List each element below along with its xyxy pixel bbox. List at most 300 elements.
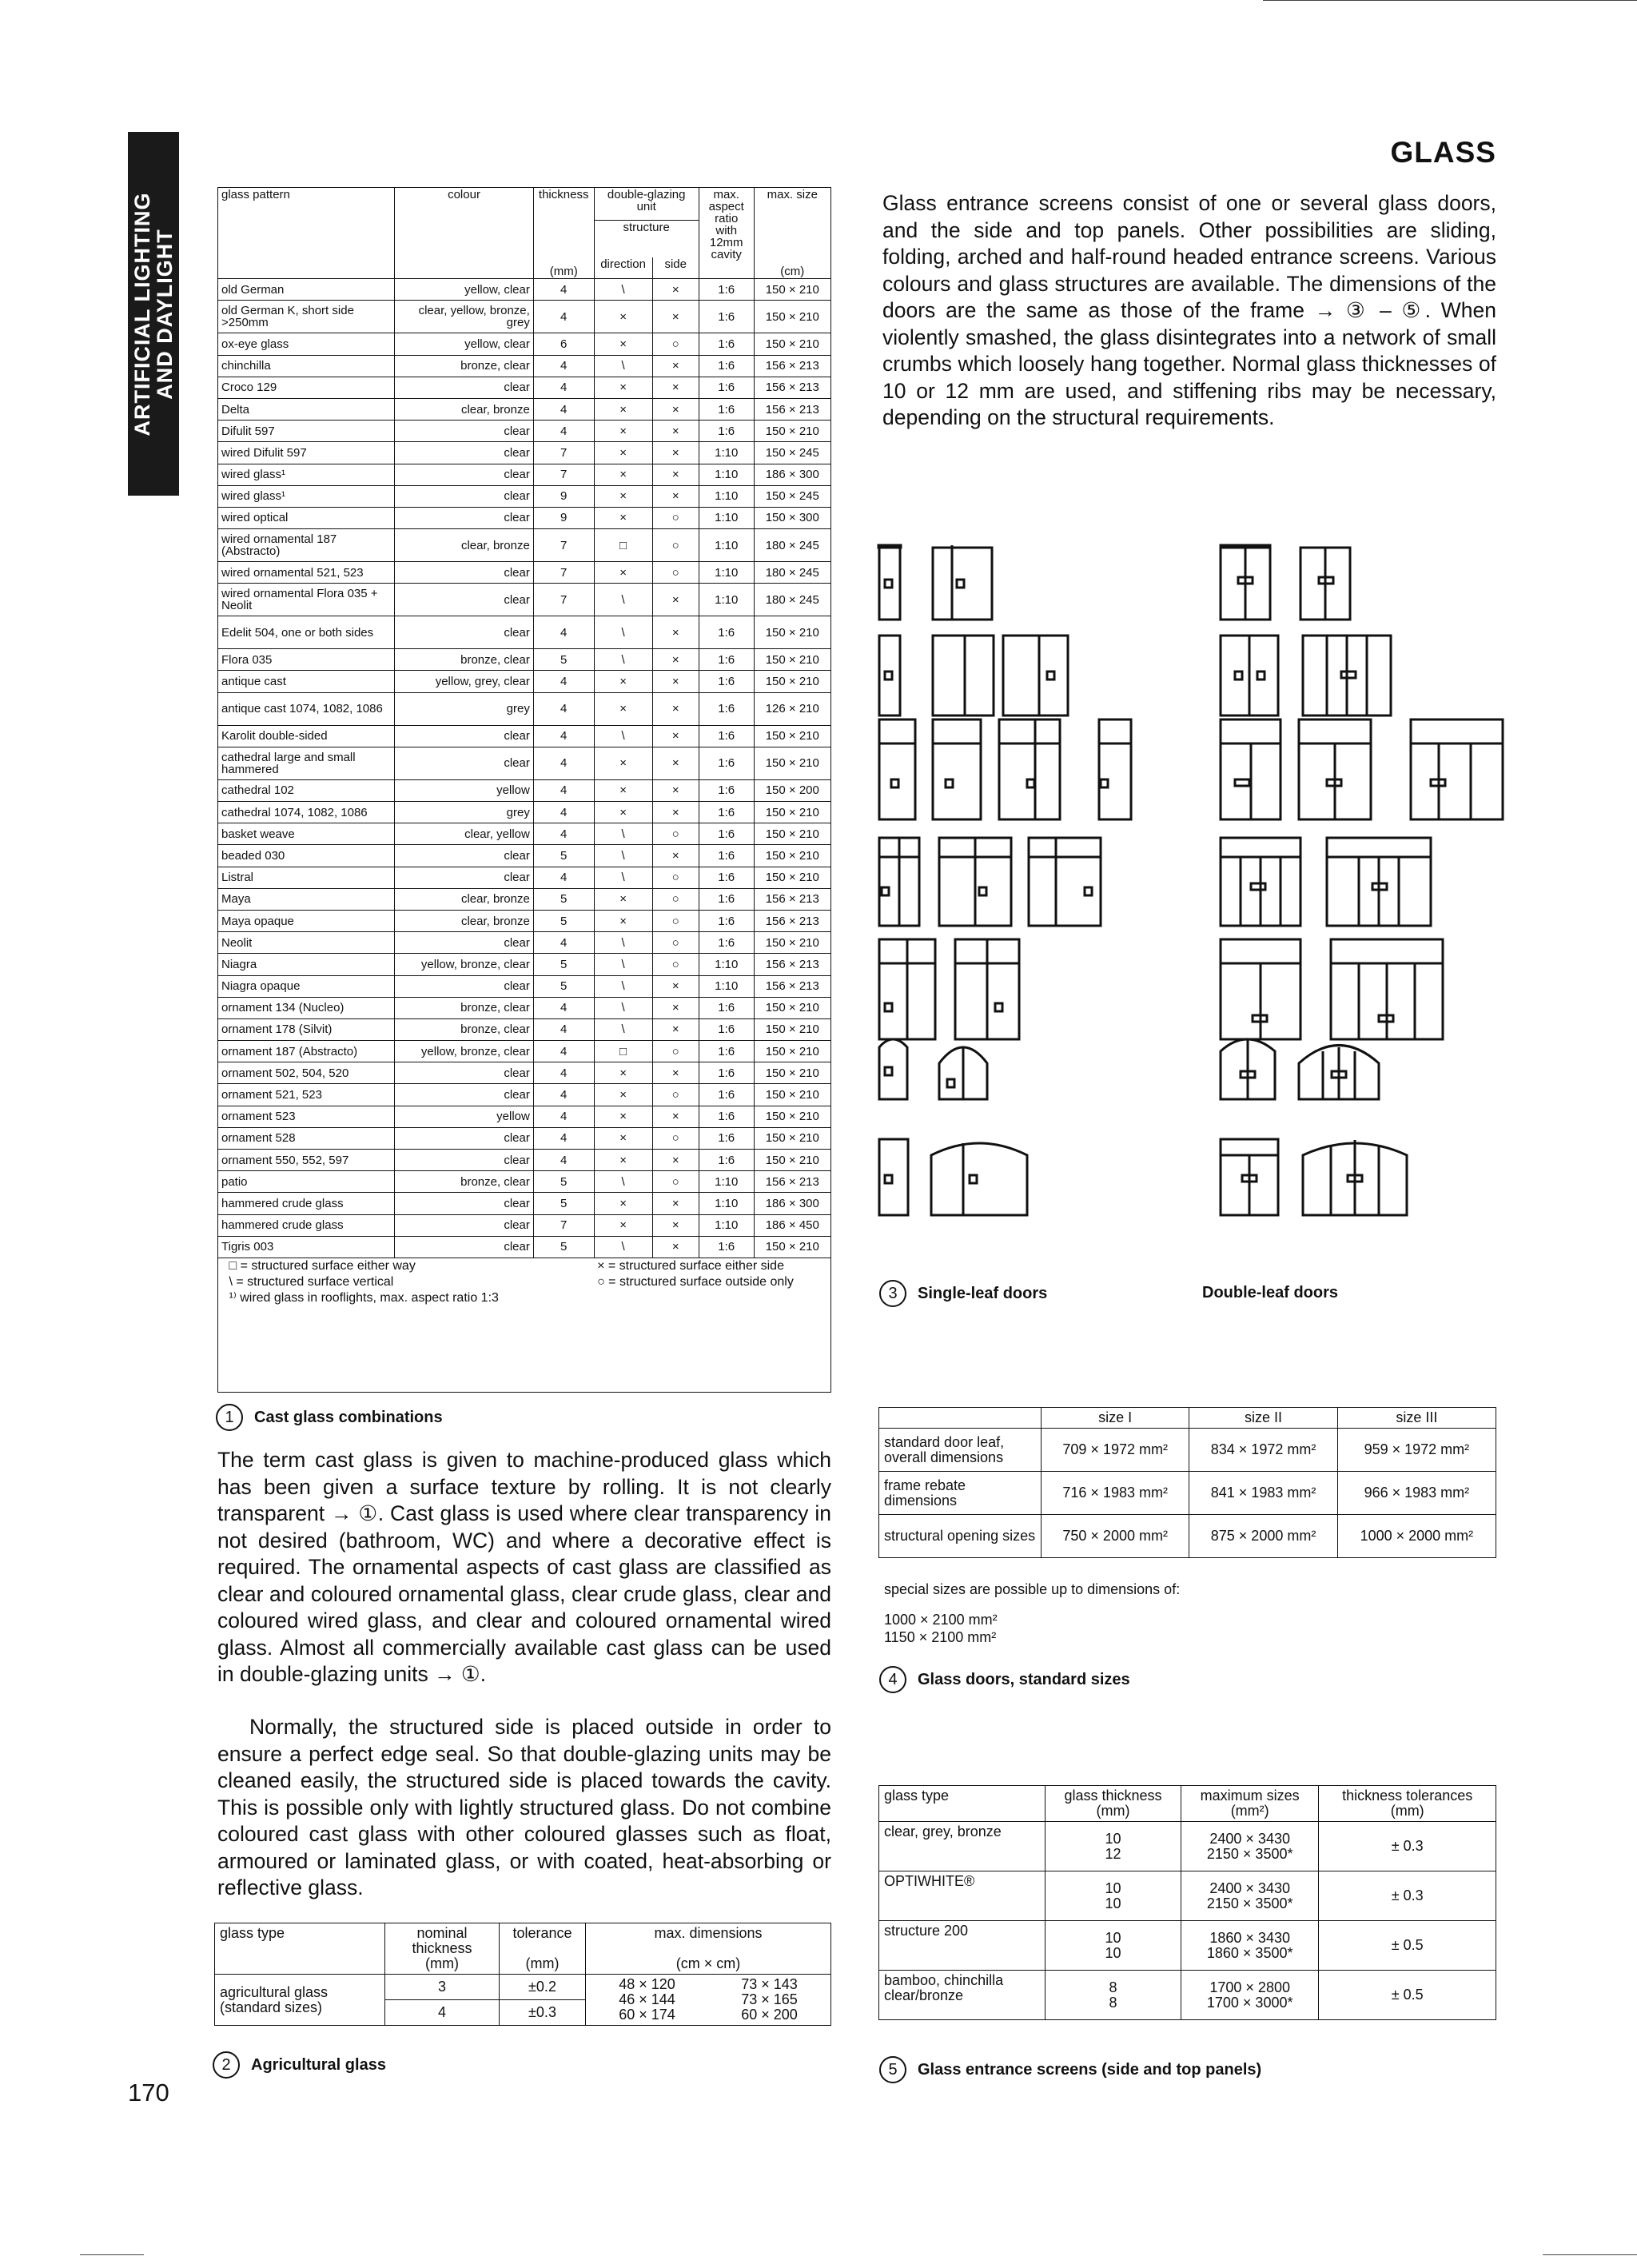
col-thickness-unit: (mm) bbox=[533, 257, 594, 279]
t4-col-size2: size II bbox=[1189, 1408, 1337, 1429]
t2-col-tolerance: tolerance (mm) bbox=[500, 1923, 586, 1975]
caption-2 bbox=[213, 2051, 386, 2079]
t5-col-thick: glass thickness (mm) bbox=[1046, 1786, 1181, 1822]
cell-direction: × bbox=[594, 1127, 652, 1149]
cell-size: 180 × 245 bbox=[754, 529, 830, 562]
cell-thickness: 5 bbox=[533, 954, 594, 975]
cell-colour: clear bbox=[395, 507, 534, 528]
cell-sizes: 2400 × 3430 2150 × 3500* bbox=[1181, 1822, 1318, 1871]
caption-5-text: Glass entrance screens (side and top panels) bbox=[918, 2060, 1262, 2079]
cell-thickness: 5 bbox=[533, 1193, 594, 1214]
cell-direction: × bbox=[594, 1150, 652, 1171]
cell-pattern: cathedral 102 bbox=[218, 779, 395, 801]
cell-colour: grey bbox=[395, 802, 534, 823]
cell-side: ○ bbox=[652, 562, 699, 584]
cell-thickness: 4 bbox=[533, 279, 594, 301]
cell-direction: \ bbox=[594, 823, 652, 845]
cell-side: × bbox=[652, 616, 699, 649]
t4-row1-c2: 841 × 1983 mm² bbox=[1189, 1472, 1337, 1515]
cell-side: × bbox=[652, 398, 699, 420]
table-row bbox=[218, 910, 831, 931]
cell-thickness: 5 bbox=[533, 845, 594, 867]
cell-size: 150 × 210 bbox=[754, 671, 830, 692]
legend-1a: □ = structured surface either way bbox=[229, 1259, 416, 1274]
t4-note: special sizes are possible up to dimensions of: bbox=[884, 1581, 1181, 1597]
cell-colour: clear bbox=[395, 1127, 534, 1149]
t2-dims-b: 73 × 143 73 × 165 60 × 200 bbox=[708, 1975, 831, 2026]
body-paragraph-1: The term cast glass is given to machine-produced glass which has been given a surface texture by rolling. It is not clearly transparent → ①. Cast glass is used where clear transparency in not desired (bathroom, WC) and where a decorative effect is required. The ornamental aspects of cast glass are classified as clear and coloured ornamental glass, clear crude glass, clear and coloured wired glass, and clear and coloured ornamental wired glass. Almost all commercially available cast glass can be used in double-glazing units → ①. bbox=[217, 1448, 831, 1686]
cell-thickness: 4 bbox=[533, 1150, 594, 1171]
cell-colour: grey bbox=[395, 692, 534, 725]
legend-1b: × = structured surface either side bbox=[597, 1259, 784, 1274]
top-edge-line bbox=[1263, 0, 1637, 1]
t4-row2-c2: 875 × 2000 mm² bbox=[1189, 1515, 1337, 1558]
cell-side: × bbox=[652, 485, 699, 507]
cell-side: × bbox=[652, 421, 699, 442]
cell-size: 156 × 213 bbox=[754, 888, 830, 910]
cell-aspect: 1:6 bbox=[699, 398, 754, 420]
table-row bbox=[218, 867, 831, 888]
cell-side: × bbox=[652, 377, 699, 398]
t5-col-type: glass type bbox=[879, 1786, 1046, 1822]
table-row bbox=[218, 888, 831, 910]
cell-side: ○ bbox=[652, 910, 699, 931]
t4-row2-c1: 750 × 2000 mm² bbox=[1042, 1515, 1189, 1558]
table-row bbox=[218, 1171, 831, 1193]
cell-aspect: 1:6 bbox=[699, 747, 754, 779]
cell-side: × bbox=[652, 1150, 699, 1171]
cell-direction: \ bbox=[594, 279, 652, 301]
cell-pattern: wired ornamental 187 (Abstracto) bbox=[218, 529, 395, 562]
cell-colour: clear, bronze bbox=[395, 888, 534, 910]
cell-size: 150 × 210 bbox=[754, 1150, 830, 1171]
cell-direction: \ bbox=[594, 1018, 652, 1040]
cell-colour: yellow bbox=[395, 1106, 534, 1127]
cell-pattern: wired ornamental 521, 523 bbox=[218, 562, 395, 584]
cell-aspect: 1:10 bbox=[699, 1214, 754, 1236]
cell-aspect: 1:6 bbox=[699, 616, 754, 649]
table-row bbox=[218, 1127, 831, 1149]
legend-2a: \ = structured surface vertical bbox=[229, 1275, 394, 1289]
cell-pattern: hammered crude glass bbox=[218, 1214, 395, 1236]
caption-2-text: Agricultural glass bbox=[251, 2055, 386, 2074]
cell-thickness: 9 bbox=[533, 507, 594, 528]
t4-col-blank bbox=[879, 1408, 1042, 1429]
cell-colour: bronze, clear bbox=[395, 355, 534, 377]
cell-aspect: 1:6 bbox=[699, 377, 754, 398]
table-row bbox=[879, 1871, 1496, 1921]
cell-colour: clear bbox=[395, 867, 534, 888]
cell-size: 180 × 245 bbox=[754, 584, 830, 616]
table-row bbox=[218, 932, 831, 954]
table-row bbox=[218, 1084, 831, 1106]
cell-side: × bbox=[652, 1106, 699, 1127]
t5-col-sizes: maximum sizes (mm²) bbox=[1181, 1786, 1318, 1822]
cell-aspect: 1:6 bbox=[699, 301, 754, 333]
t4-col-size1: size I bbox=[1042, 1408, 1189, 1429]
cell-direction: \ bbox=[594, 932, 652, 954]
cell-side: × bbox=[652, 464, 699, 485]
cell-side: × bbox=[652, 442, 699, 464]
cell-thickness: 7 bbox=[533, 562, 594, 584]
cell-aspect: 1:6 bbox=[699, 910, 754, 931]
cell-pattern: Maya bbox=[218, 888, 395, 910]
cell-direction: × bbox=[594, 1084, 652, 1106]
cell-side: × bbox=[652, 279, 699, 301]
cell-pattern: chinchilla bbox=[218, 355, 395, 377]
cell-direction: × bbox=[594, 333, 652, 355]
cell-aspect: 1:6 bbox=[699, 888, 754, 910]
cell-direction: \ bbox=[594, 845, 652, 867]
cell-colour: clear bbox=[395, 464, 534, 485]
table-row bbox=[218, 279, 831, 301]
table-row bbox=[218, 1193, 831, 1214]
cell-colour: clear bbox=[395, 377, 534, 398]
cell-aspect: 1:6 bbox=[699, 355, 754, 377]
cell-colour: bronze, clear bbox=[395, 997, 534, 1018]
cell-direction: × bbox=[594, 888, 652, 910]
cell-size: 186 × 450 bbox=[754, 1214, 830, 1236]
cell-direction: \ bbox=[594, 616, 652, 649]
cell-size: 156 × 213 bbox=[754, 398, 830, 420]
glass-entrance-screens-table bbox=[878, 1785, 1496, 2020]
cell-size: 150 × 300 bbox=[754, 507, 830, 528]
cell-aspect: 1:6 bbox=[699, 845, 754, 867]
cell-thickness: 4 bbox=[533, 1084, 594, 1106]
table-row bbox=[218, 1214, 831, 1236]
cell-side: × bbox=[652, 725, 699, 747]
sidebar-label: ARTIFICIAL LIGHTING AND DAYLIGHT bbox=[130, 192, 177, 436]
table-row bbox=[218, 616, 831, 649]
col-thickness: thickness bbox=[533, 188, 594, 258]
cell-thickness: 4 bbox=[533, 1127, 594, 1149]
cell-direction: × bbox=[594, 1062, 652, 1084]
table-row bbox=[218, 692, 831, 725]
cell-size: 150 × 200 bbox=[754, 779, 830, 801]
col-size-unit: (cm) bbox=[754, 257, 830, 279]
cell-side: × bbox=[652, 1236, 699, 1258]
cell-pattern: Niagra opaque bbox=[218, 975, 395, 997]
cell-pattern: antique cast bbox=[218, 671, 395, 692]
cell-colour: bronze, clear bbox=[395, 1018, 534, 1040]
cell-aspect: 1:10 bbox=[699, 529, 754, 562]
col-structure: structure bbox=[594, 221, 699, 258]
cell-thickness: 4 bbox=[533, 692, 594, 725]
cell-size: 180 × 245 bbox=[754, 562, 830, 584]
cell-size: 150 × 210 bbox=[754, 823, 830, 845]
cell-side: × bbox=[652, 692, 699, 725]
cell-glass-type: structure 200 bbox=[879, 1921, 1046, 1971]
cell-pattern: cathedral large and small hammered bbox=[218, 747, 395, 779]
cell-pattern: ornament 178 (Silvit) bbox=[218, 1018, 395, 1040]
table-row bbox=[218, 1041, 831, 1062]
cell-size: 150 × 210 bbox=[754, 333, 830, 355]
cell-tolerance: ± 0.5 bbox=[1319, 1971, 1496, 2020]
cell-thickness: 5 bbox=[533, 1171, 594, 1193]
cell-colour: clear bbox=[395, 845, 534, 867]
cell-thickness: 4 bbox=[533, 779, 594, 801]
cell-thickness: 7 bbox=[533, 584, 594, 616]
cell-direction: × bbox=[594, 779, 652, 801]
cell-colour: clear, yellow, bronze, grey bbox=[395, 301, 534, 333]
cell-direction: \ bbox=[594, 1171, 652, 1193]
cell-colour: yellow, clear bbox=[395, 333, 534, 355]
caption-5-number: 5 bbox=[879, 2056, 906, 2083]
caption-3-number: 3 bbox=[879, 1280, 906, 1307]
cell-thickness: 4 bbox=[533, 301, 594, 333]
cell-direction: \ bbox=[594, 867, 652, 888]
cell-side: × bbox=[652, 1018, 699, 1040]
t2-dims-a: 48 × 120 46 × 144 60 × 174 bbox=[586, 1975, 709, 2026]
cell-pattern: Listral bbox=[218, 867, 395, 888]
cell-thickness: 7 bbox=[533, 1214, 594, 1236]
t4-row1-c1: 716 × 1983 mm² bbox=[1042, 1472, 1189, 1515]
cell-glass-type: bamboo, chinchilla clear/bronze bbox=[879, 1971, 1046, 2020]
cell-colour: clear bbox=[395, 747, 534, 779]
cell-colour: yellow bbox=[395, 779, 534, 801]
cell-thickness: 4 bbox=[533, 823, 594, 845]
cell-thickness: 4 bbox=[533, 616, 594, 649]
cell-colour: clear bbox=[395, 1150, 534, 1171]
cell-thickness: 4 bbox=[533, 1041, 594, 1062]
cell-size: 150 × 210 bbox=[754, 747, 830, 779]
cell-side: ○ bbox=[652, 333, 699, 355]
cell-colour: clear bbox=[395, 1193, 534, 1214]
t4-row1-c3: 966 × 1983 mm² bbox=[1337, 1472, 1496, 1515]
t4-row0-c1: 709 × 1972 mm² bbox=[1042, 1429, 1189, 1472]
cell-pattern: ornament 134 (Nucleo) bbox=[218, 997, 395, 1018]
cell-pattern: wired optical bbox=[218, 507, 395, 528]
table-row bbox=[879, 1822, 1496, 1871]
cell-aspect: 1:6 bbox=[699, 725, 754, 747]
table-row bbox=[218, 464, 831, 485]
body-paragraph-2: Normally, the structured side is placed outside in order to ensure a perfect edge seal. So that double-glazing units may be cleaned easily, the structured side is placed towards the cavity. This is possible only with lightly structured glass. Do not combine coloured cast glass with other coloured glasses such as float, armoured or laminated glass, or with coated, heat-absorbing or reflective glass. bbox=[217, 1715, 831, 1899]
cell-side: ○ bbox=[652, 954, 699, 975]
cell-aspect: 1:10 bbox=[699, 442, 754, 464]
table-row bbox=[218, 649, 831, 671]
cell-direction: × bbox=[594, 485, 652, 507]
table-row bbox=[218, 802, 831, 823]
cell-colour: yellow, clear bbox=[395, 279, 534, 301]
table-row bbox=[879, 1971, 1496, 2020]
cell-aspect: 1:6 bbox=[699, 867, 754, 888]
caption-4-text: Glass doors, standard sizes bbox=[918, 1670, 1130, 1688]
t2-col-nominal: nominal thickness (mm) bbox=[385, 1923, 500, 1975]
cell-direction: \ bbox=[594, 954, 652, 975]
col-colour: colour bbox=[395, 188, 534, 279]
table-row bbox=[218, 301, 831, 333]
cell-side: ○ bbox=[652, 1127, 699, 1149]
cell-size: 156 × 213 bbox=[754, 975, 830, 997]
cell-side: × bbox=[652, 301, 699, 333]
cell-size: 150 × 210 bbox=[754, 802, 830, 823]
cell-thickness: 4 bbox=[533, 997, 594, 1018]
cell-side: ○ bbox=[652, 932, 699, 954]
table-row bbox=[218, 562, 831, 584]
cell-size: 150 × 210 bbox=[754, 997, 830, 1018]
cell-aspect: 1:6 bbox=[699, 1127, 754, 1149]
cell-aspect: 1:10 bbox=[699, 584, 754, 616]
caption-1 bbox=[216, 1404, 443, 1431]
cell-glass-type: clear, grey, bronze bbox=[879, 1822, 1046, 1871]
cell-tolerance: ± 0.3 bbox=[1319, 1822, 1496, 1871]
cast-glass-table bbox=[217, 187, 831, 1310]
cell-colour: yellow, bronze, clear bbox=[395, 1041, 534, 1062]
cell-aspect: 1:6 bbox=[699, 1062, 754, 1084]
cell-thickness: 7 bbox=[533, 529, 594, 562]
cell-direction: □ bbox=[594, 529, 652, 562]
t4-row0-c3: 959 × 1972 mm² bbox=[1337, 1429, 1496, 1472]
cell-colour: clear bbox=[395, 975, 534, 997]
cell-side: × bbox=[652, 747, 699, 779]
cell-size: 150 × 210 bbox=[754, 1106, 830, 1127]
cell-size: 150 × 210 bbox=[754, 932, 830, 954]
cell-side: × bbox=[652, 355, 699, 377]
cell-aspect: 1:10 bbox=[699, 954, 754, 975]
cell-side: ○ bbox=[652, 1171, 699, 1193]
cell-colour: clear bbox=[395, 1084, 534, 1106]
t2-type: agricultural glass (standard sizes) bbox=[215, 1975, 385, 2026]
table-row bbox=[218, 333, 831, 355]
cell-side: × bbox=[652, 584, 699, 616]
table-row bbox=[218, 823, 831, 845]
cell-direction: × bbox=[594, 692, 652, 725]
cell-side: × bbox=[652, 802, 699, 823]
table-row bbox=[218, 355, 831, 377]
cell-direction: □ bbox=[594, 1041, 652, 1062]
legend-3: ¹⁾ wired glass in rooflights, max. aspect ratio 1:3 bbox=[229, 1291, 499, 1305]
cell-size: 150 × 210 bbox=[754, 421, 830, 442]
cell-pattern: ornament 528 bbox=[218, 1127, 395, 1149]
cell-side: ○ bbox=[652, 507, 699, 528]
cell-aspect: 1:6 bbox=[699, 421, 754, 442]
cell-side: × bbox=[652, 1062, 699, 1084]
cell-pattern: old German bbox=[218, 279, 395, 301]
cell-pattern: old German K, short side >250mm bbox=[218, 301, 395, 333]
cell-direction: × bbox=[594, 507, 652, 528]
cell-pattern: ornament 187 (Abstracto) bbox=[218, 1041, 395, 1062]
page-number: 170 bbox=[128, 2079, 169, 2107]
cell-pattern: wired glass¹ bbox=[218, 464, 395, 485]
cell-size: 156 × 213 bbox=[754, 954, 830, 975]
caption-4-number: 4 bbox=[879, 1666, 906, 1693]
cell-size: 150 × 210 bbox=[754, 845, 830, 867]
col-aspect: max. aspect ratio with 12mm cavity bbox=[699, 188, 754, 279]
cell-direction: × bbox=[594, 301, 652, 333]
cell-size: 150 × 210 bbox=[754, 1062, 830, 1084]
table-row bbox=[218, 442, 831, 464]
t2-thick-0: 3 bbox=[385, 1975, 500, 2000]
cell-thickness: 4 bbox=[533, 377, 594, 398]
caption-3b-text: Double-leaf doors bbox=[1202, 1284, 1339, 1301]
caption-3-text: Single-leaf doors bbox=[918, 1284, 1048, 1302]
cell-thickness: 5 bbox=[533, 1236, 594, 1258]
cell-pattern: ornament 523 bbox=[218, 1106, 395, 1127]
cell-aspect: 1:10 bbox=[699, 975, 754, 997]
cell-colour: clear bbox=[395, 442, 534, 464]
cell-direction: × bbox=[594, 442, 652, 464]
cell-colour: clear bbox=[395, 725, 534, 747]
section-sidebar-tab bbox=[128, 132, 179, 496]
t2-col-maxdim: max. dimensions (cm × cm) bbox=[586, 1923, 831, 1975]
t4-special-sizes: 1000 × 2100 mm² 1150 × 2100 mm² bbox=[884, 1612, 998, 1645]
table-row bbox=[218, 1236, 831, 1258]
cell-colour: clear bbox=[395, 616, 534, 649]
cell-side: × bbox=[652, 997, 699, 1018]
single-leaf-doors bbox=[878, 545, 1131, 1215]
cell-colour: clear, bronze bbox=[395, 910, 534, 931]
cell-direction: × bbox=[594, 1193, 652, 1214]
cell-thickness: 5 bbox=[533, 888, 594, 910]
glass-doors-standard-sizes-table bbox=[878, 1407, 1496, 1558]
cell-size: 150 × 210 bbox=[754, 725, 830, 747]
table-row bbox=[218, 1062, 831, 1084]
cell-size: 150 × 210 bbox=[754, 1236, 830, 1258]
cell-aspect: 1:6 bbox=[699, 779, 754, 801]
cell-direction: \ bbox=[594, 649, 652, 671]
cell-thickness: 5 bbox=[533, 975, 594, 997]
cell-side: ○ bbox=[652, 1084, 699, 1106]
cell-pattern: hammered crude glass bbox=[218, 1193, 395, 1214]
cell-size: 150 × 210 bbox=[754, 1084, 830, 1106]
cell-aspect: 1:10 bbox=[699, 507, 754, 528]
cell-tolerance: ± 0.3 bbox=[1319, 1871, 1496, 1921]
cell-direction: × bbox=[594, 671, 652, 692]
cell-colour: bronze, clear bbox=[395, 1171, 534, 1193]
col-direction: direction bbox=[594, 257, 652, 279]
cell-pattern: ornament 502, 504, 520 bbox=[218, 1062, 395, 1084]
cell-size: 150 × 210 bbox=[754, 301, 830, 333]
cell-pattern: Karolit double-sided bbox=[218, 725, 395, 747]
cell-size: 186 × 300 bbox=[754, 464, 830, 485]
cell-aspect: 1:6 bbox=[699, 333, 754, 355]
cell-size: 156 × 213 bbox=[754, 377, 830, 398]
cell-thickness: 4 bbox=[533, 355, 594, 377]
cell-direction: \ bbox=[594, 584, 652, 616]
cell-aspect: 1:10 bbox=[699, 562, 754, 584]
cell-direction: × bbox=[594, 1214, 652, 1236]
cell-side: ○ bbox=[652, 867, 699, 888]
t2-thick-1: 4 bbox=[385, 2000, 500, 2026]
cell-thickness: 4 bbox=[533, 747, 594, 779]
bottom-edge-line-left bbox=[80, 2254, 144, 2255]
cell-thickness: 9 bbox=[533, 485, 594, 507]
cell-thickness: 10 10 bbox=[1046, 1871, 1181, 1921]
caption-3 bbox=[879, 1280, 1047, 1307]
cell-aspect: 1:6 bbox=[699, 279, 754, 301]
cell-size: 156 × 213 bbox=[754, 1171, 830, 1193]
t4-row1-label: frame rebate dimensions bbox=[879, 1472, 1042, 1515]
cell-pattern: Maya opaque bbox=[218, 910, 395, 931]
cell-colour: clear, bronze bbox=[395, 529, 534, 562]
cell-aspect: 1:6 bbox=[699, 649, 754, 671]
cell-colour: yellow, grey, clear bbox=[395, 671, 534, 692]
caption-4 bbox=[879, 1666, 1130, 1693]
cell-thickness: 4 bbox=[533, 671, 594, 692]
cell-pattern: Flora 035 bbox=[218, 649, 395, 671]
t2-tol-1: ±0.3 bbox=[500, 2000, 586, 2026]
cell-pattern: Edelit 504, one or both sides bbox=[218, 616, 395, 649]
page-title: GLASS bbox=[1390, 136, 1496, 169]
cell-colour: clear bbox=[395, 1062, 534, 1084]
cell-pattern: ornament 550, 552, 597 bbox=[218, 1150, 395, 1171]
table-row bbox=[218, 725, 831, 747]
cell-aspect: 1:6 bbox=[699, 1041, 754, 1062]
cell-pattern: ox-eye glass bbox=[218, 333, 395, 355]
cell-size: 150 × 210 bbox=[754, 616, 830, 649]
cell-thickness: 6 bbox=[533, 333, 594, 355]
cell-direction: \ bbox=[594, 725, 652, 747]
